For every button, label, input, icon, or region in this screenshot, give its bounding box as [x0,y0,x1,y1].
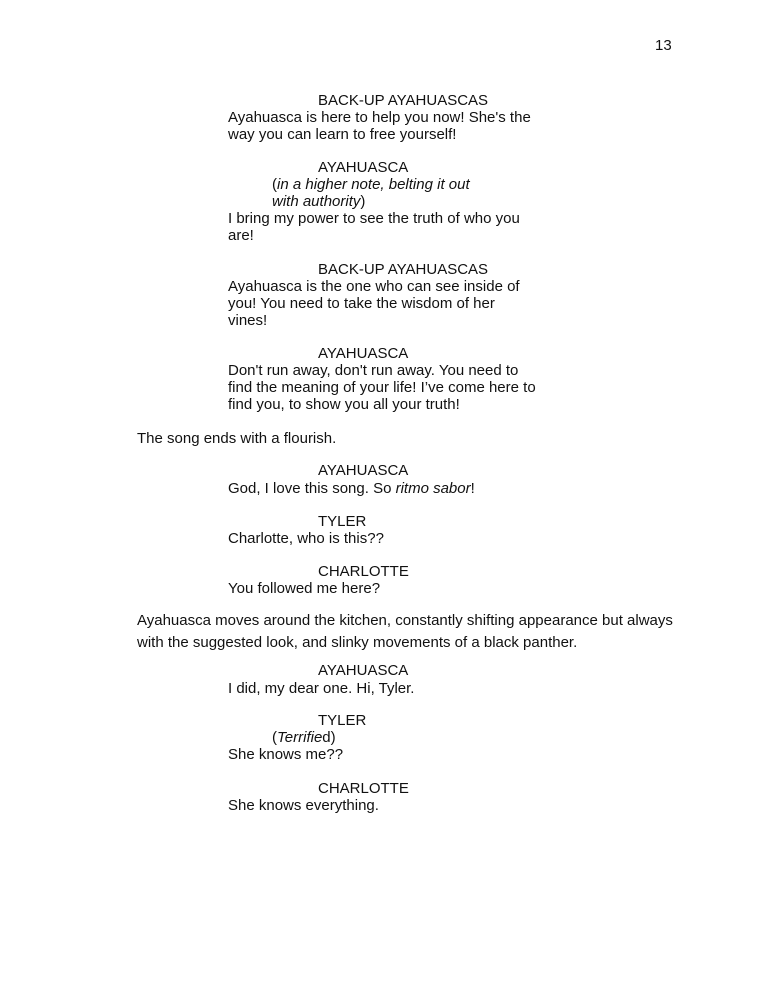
parenthetical [272,176,470,193]
parenthetical-italic: with authority [272,193,361,210]
character-name: AYAHUASCA [318,159,409,176]
dialogue-line: way you can learn to free yourself! [228,126,457,143]
dialogue-line: find you, to show you all your truth! [228,396,460,413]
dialogue-line [228,480,475,497]
character-name: AYAHUASCA [318,462,409,479]
dialogue-line: I bring my power to see the truth of who you [228,210,520,227]
dialogue-line: you! You need to take the wisdom of her [228,295,495,312]
dialogue-line: vines! [228,312,268,329]
character-name: AYAHUASCA [318,345,409,362]
paren-close: ) [360,193,366,210]
dialogue-line: Don't run away, don't run away. You need to [228,362,519,379]
parenthetical [272,193,365,210]
character-name: BACK-UP AYAHUASCAS [318,261,489,278]
dialogue-line: I did, my dear one. Hi, Tyler. [228,680,415,697]
dialogue-line: Charlotte, who is this?? [228,530,384,547]
dialogue-line: Ayahuasca is the one who can see inside of [228,278,520,295]
action-line: The song ends with a flourish. [137,430,337,447]
action-line: Ayahuasca moves around the kitchen, constantly shifting appearance but always [137,612,673,629]
paren-open: ( [272,176,277,193]
character-name: CHARLOTTE [318,563,409,580]
paren-close: d) [322,729,336,746]
parenthetical-italic: in a higher note, belting it out [277,176,470,193]
dialogue-italic: ritmo sabor [395,480,471,497]
parenthetical-italic: Terrifie [277,729,323,746]
dialogue-text: ! [470,480,475,497]
paren-open: ( [272,729,277,746]
character-name: CHARLOTTE [318,780,409,797]
dialogue-line: are! [228,227,254,244]
dialogue-line: She knows me?? [228,746,344,763]
dialogue-text: God, I love this song. So [228,480,396,497]
character-name: TYLER [318,712,367,729]
page-number: 13 [655,37,672,54]
dialogue-line: She knows everything. [228,797,379,814]
dialogue-line: You followed me here? [228,580,381,597]
parenthetical [272,729,336,746]
character-name: BACK-UP AYAHUASCAS [318,92,489,109]
dialogue-line: find the meaning of your life! I’ve come here to [228,379,536,396]
action-line: with the suggested look, and slinky movements of a black panther. [137,634,578,651]
character-name: AYAHUASCA [318,662,409,679]
character-name: TYLER [318,513,367,530]
dialogue-line: Ayahuasca is here to help you now! She's the [228,109,531,126]
